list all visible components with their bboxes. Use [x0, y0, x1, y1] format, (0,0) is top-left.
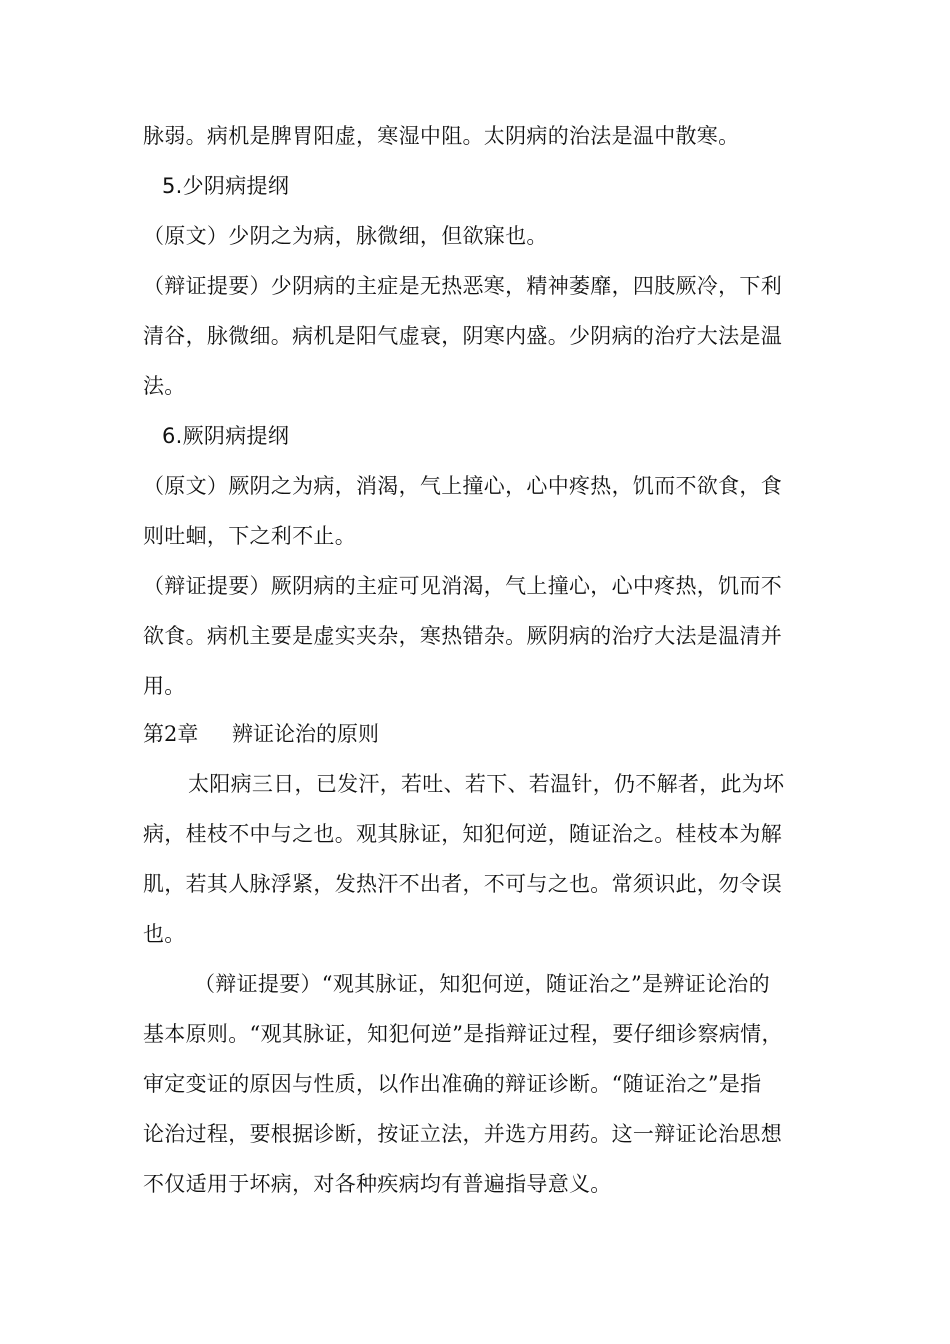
paragraph-line: 不仅适用于坏病，对各种疾病均有普遍指导意义。	[143, 1172, 612, 1196]
paragraph-line: 清谷，脉微细。病机是阳气虚衰，阴寒内盛。少阴病的治疗大法是温	[143, 324, 782, 348]
paragraph-line: （辩证提要）少阴病的主症是无热恶寒，精神萎靡，四肢厥冷，下利	[143, 274, 782, 298]
paragraph-line: （辩证提要）“观其脉证，知犯何逆，随证治之”是辨证论治的	[194, 972, 770, 996]
paragraph-line: （辩证提要）厥阴病的主症可见消渴，气上撞心，心中疼热，饥而不	[143, 574, 782, 598]
section-heading-jueyin: 6.厥阴病提纲	[162, 424, 290, 448]
paragraph-line: （原文）少阴之为病，脉微细，但欲寐也。	[143, 224, 548, 248]
paragraph-line: （原文）厥阴之为病，消渴，气上撞心，心中疼热，饥而不欲食，食	[143, 474, 782, 498]
paragraph-line: 肌，若其人脉浮紧，发热汗不出者，不可与之也。常须识此，勿令误	[143, 872, 782, 896]
paragraph-line: 则吐蛔，下之利不止。	[143, 524, 356, 548]
paragraph-line: 论治过程，要根据诊断，按证立法，并选方用药。这一辩证论治思想	[143, 1122, 782, 1146]
paragraph-line: 基本原则。“观其脉证，知犯何逆”是指辩证过程，要仔细诊察病情，	[143, 1022, 783, 1046]
chapter-number: 第2章	[143, 722, 199, 746]
paragraph-line: 法。	[143, 374, 186, 398]
paragraph-line: 太阳病三日，已发汗，若吐、若下、若温针，仍不解者，此为坏	[188, 772, 785, 796]
chapter-title: 辨证论治的原则	[232, 722, 379, 746]
paragraph-line: 欲食。病机主要是虚实夹杂，寒热错杂。厥阴病的治疗大法是温清并	[143, 624, 782, 648]
paragraph-line: 病，桂枝不中与之也。观其脉证，知犯何逆，随证治之。桂枝本为解	[143, 822, 782, 846]
paragraph-line: 也。	[143, 922, 186, 946]
paragraph-line: 审定变证的原因与性质，以作出准确的辩证诊断。“随证治之”是指	[143, 1072, 762, 1096]
paragraph-line: 脉弱。病机是脾胃阳虚，寒湿中阻。太阴病的治法是温中散寒。	[143, 124, 740, 148]
paragraph-line: 用。	[143, 674, 186, 698]
section-heading-shaoyin: 5.少阴病提纲	[162, 174, 290, 198]
